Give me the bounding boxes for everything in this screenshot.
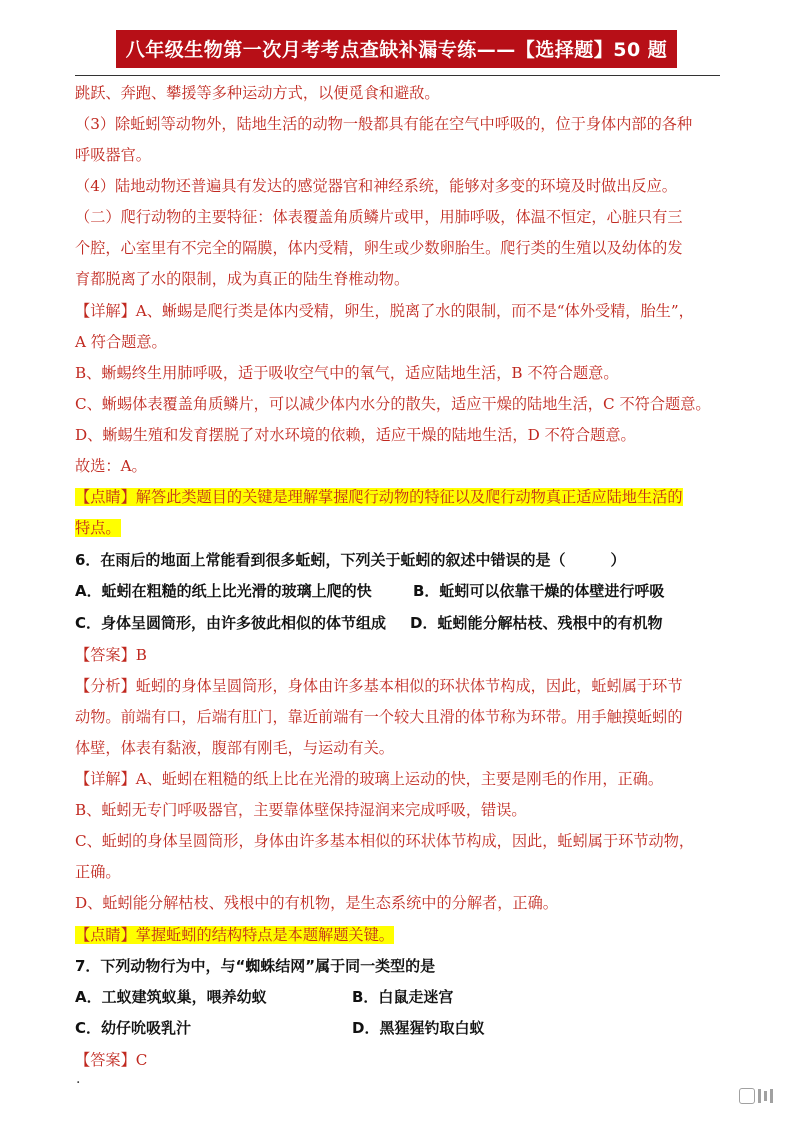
text-line: B、蚯蚓无专门呼吸器官，主要靠体壁保持湿润来完成呼吸，错误。 <box>75 801 527 819</box>
option-6c: C．身体呈圆筒形，由许多彼此相似的体节组成 <box>75 614 387 632</box>
question-7: 7．下列动物行为中，与“蜘蛛结网”属于同一类型的是 <box>75 957 436 975</box>
text-line: D、蜥蜴生殖和发育摆脱了对水环境的依赖，适应干燥的陆地生活，D 不符合题意。 <box>75 426 636 444</box>
detail-line: 【详解】A、蚯蚓在粗糙的纸上比在光滑的玻璃上运动的快，主要是刚毛的作用，正确。 <box>75 770 664 788</box>
option-7a: A．工蚁建筑蚁巢，喂养幼蚁 <box>75 988 267 1006</box>
text-line: 跳跃、奔跑、攀援等多种运动方式，以便觅食和避敌。 <box>75 84 440 102</box>
text-line: D、蚯蚓能分解枯枝、残根中的有机物，是生态系统中的分解者，正确。 <box>75 894 558 912</box>
key-point-highlight: 【点睛】解答此类题目的关键是理解掌握爬行动物的特征以及爬行动物真正适应陆地生活的 <box>75 488 683 506</box>
detail-line: 【详解】A、蜥蜴是爬行类是体内受精，卵生，脱离了水的限制，而不是“体外受精，胎生”， <box>75 302 694 320</box>
watermark-icon <box>739 1088 773 1104</box>
text-line: 呼吸器官。 <box>75 146 151 164</box>
text-line: 动物。前端有口，后端有肛门，靠近前端有一个较大且滑的体节称为环带。用手触摸蚯蚓的 <box>75 708 683 726</box>
text-line: B、蜥蜴终生用肺呼吸，适于吸收空气中的氧气，适应陆地生活，B 不符合题意。 <box>75 364 619 382</box>
answer-value: B <box>135 646 147 664</box>
text-line: 正确。 <box>75 863 121 881</box>
text-line: 体壁，体表有黏液，腹部有刚毛，与运动有关。 <box>75 739 394 757</box>
text-line: 个腔，心室里有不完全的隔膜，体内受精，卵生或少数卵胎生。爬行类的生殖以及幼体的发 <box>75 239 683 257</box>
option-6a: A．蚯蚓在粗糙的纸上比光滑的玻璃上爬的快 <box>75 582 372 600</box>
text-line: （二）爬行动物的主要特征：体表覆盖角质鳞片或甲，用肺呼吸，体温不恒定，心脏只有三 <box>75 208 683 226</box>
option-7c: C．幼仔吮吸乳汁 <box>75 1019 192 1037</box>
highlight-line <box>75 486 683 508</box>
page-title: 八年级生物第一次月考考点查缺补漏专练——【选择题】50 题 <box>116 30 678 68</box>
answer-6 <box>75 644 147 666</box>
key-point-highlight: 【点睛】掌握蚯蚓的结构特点是本题解题关键。 <box>75 926 394 944</box>
option-6b: B．蚯蚓可以依靠干燥的体壁进行呼吸 <box>413 582 665 600</box>
answer-7 <box>75 1049 147 1071</box>
text-line: （4）陆地动物还普遍具有发达的感觉器官和神经系统，能够对多变的环境及时做出反应。 <box>75 177 677 195</box>
answer-tag: 【答案】 <box>75 646 136 664</box>
answer-value: C <box>135 1051 148 1069</box>
page-header <box>0 30 793 68</box>
trailing-dot: · <box>76 1075 81 1091</box>
highlight-line <box>75 517 121 539</box>
answer-tag: 【答案】 <box>75 1051 136 1069</box>
text-line: C、蜥蜴体表覆盖角质鳞片，可以减少体内水分的散失，适应干燥的陆地生活，C 不符合题意。 <box>75 395 711 413</box>
question-6: 6．在雨后的地面上常能看到很多蚯蚓，下列关于蚯蚓的叙述中错误的是（ ） <box>75 551 626 569</box>
option-6d: D．蚯蚓能分解枯枝、残根中的有机物 <box>410 614 663 632</box>
analysis-line: 【分析】蚯蚓的身体呈圆筒形，身体由许多基本相似的环状体节构成，因此，蚯蚓属于环节 <box>75 677 683 695</box>
header-divider <box>75 75 720 76</box>
text-line: 故选：A。 <box>75 457 147 475</box>
highlight-line <box>75 924 394 946</box>
option-7b: B．白鼠走迷宫 <box>352 988 454 1006</box>
key-point-highlight: 特点。 <box>75 519 121 537</box>
option-7d: D．黑猩猩钓取白蚁 <box>352 1019 485 1037</box>
text-line: （3）除蚯蚓等动物外，陆地生活的动物一般都具有能在空气中呼吸的，位于身体内部的各种 <box>75 115 693 133</box>
text-line: C、蚯蚓的身体呈圆筒形，身体由许多基本相似的环状体节构成，因此，蚯蚓属于环节动物， <box>75 832 695 850</box>
text-line: 育都脱离了水的限制，成为真正的陆生脊椎动物。 <box>75 270 410 288</box>
text-line: A 符合题意。 <box>75 333 167 351</box>
